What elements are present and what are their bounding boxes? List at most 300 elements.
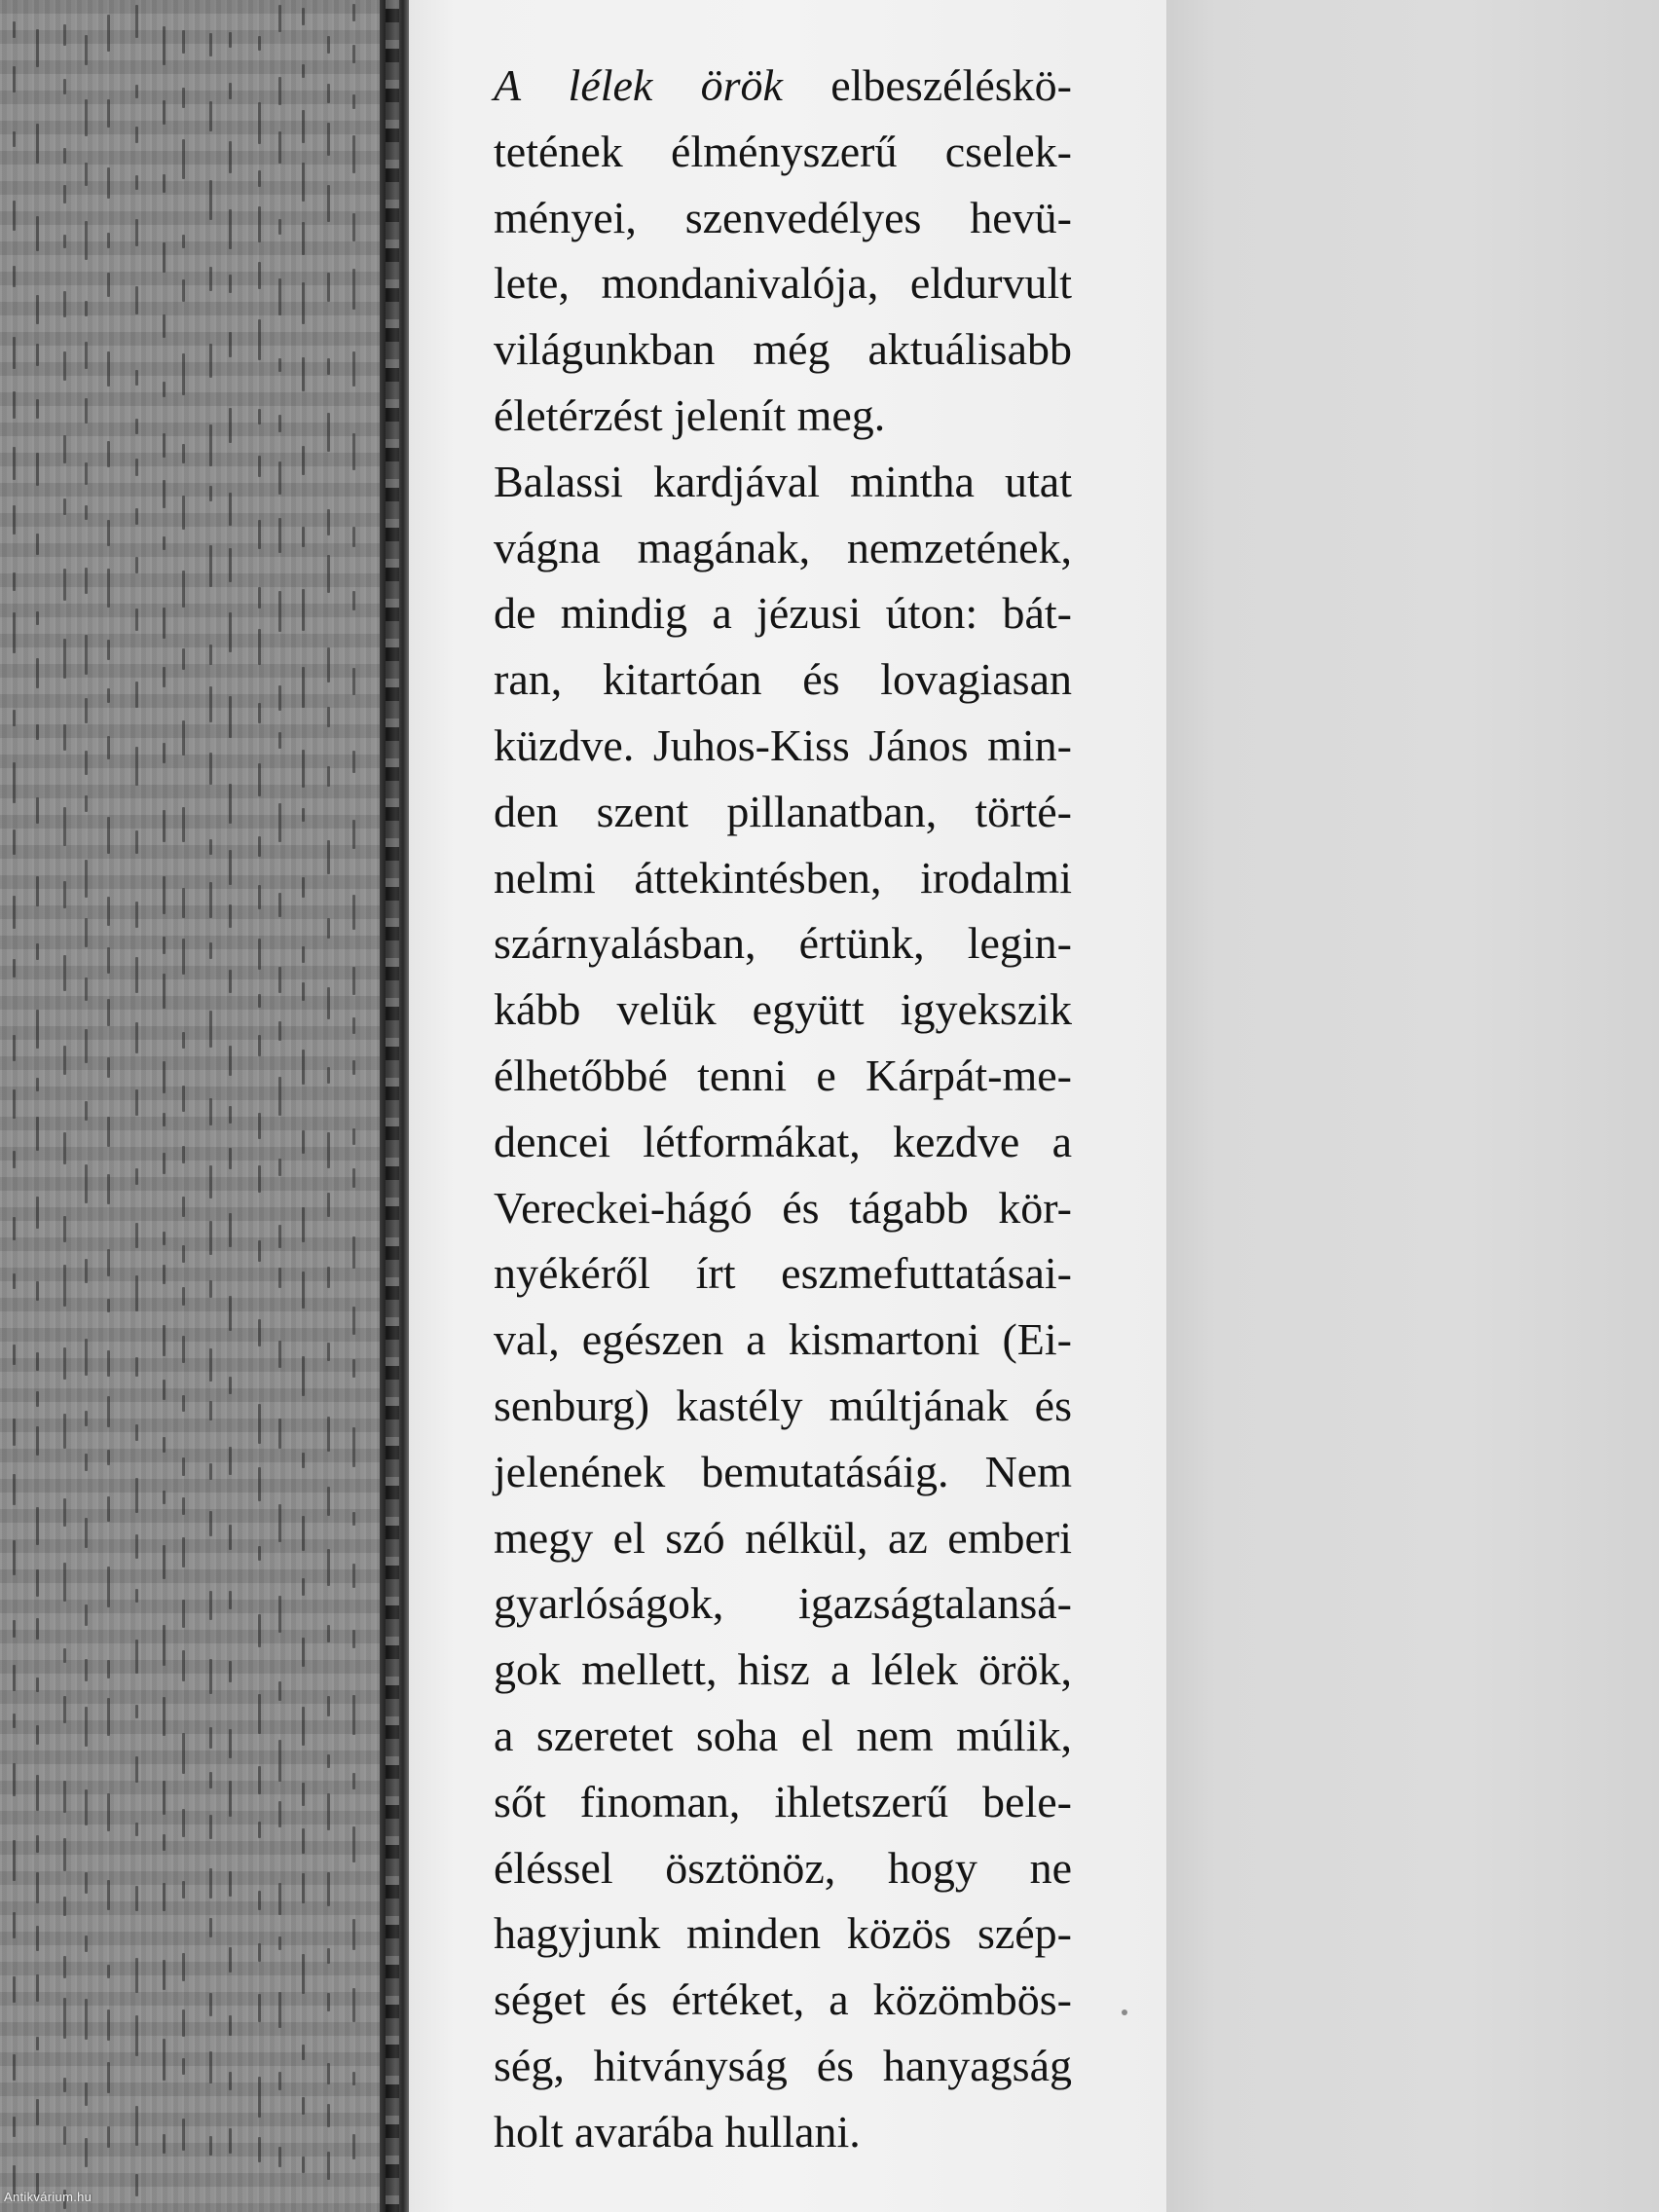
blurb-line: elbeszéléskö- bbox=[782, 60, 1072, 110]
wood-grain-mark bbox=[258, 1467, 261, 1501]
wood-grain-mark bbox=[135, 1275, 138, 1311]
wood-grain-mark bbox=[182, 279, 185, 302]
wood-grain-mark bbox=[107, 736, 110, 759]
wood-grain-mark bbox=[63, 807, 66, 846]
wood-grain-mark bbox=[163, 2134, 166, 2154]
wood-grain-mark bbox=[302, 8, 305, 25]
wood-grain-mark bbox=[327, 1793, 330, 1830]
wood-grain-mark bbox=[278, 518, 281, 553]
wood-grain-mark bbox=[63, 24, 66, 46]
wood-grain-mark bbox=[302, 982, 305, 1001]
wood-grain-mark bbox=[302, 1873, 305, 1903]
wood-grain-mark bbox=[107, 1174, 110, 1204]
wood-grain-mark bbox=[63, 1781, 66, 1813]
wood-grain-mark bbox=[258, 629, 261, 665]
wood-grain-mark bbox=[278, 1225, 281, 1248]
wood-grain-mark bbox=[229, 493, 232, 526]
wood-grain-mark bbox=[352, 1826, 355, 1862]
wood-grain-mark bbox=[352, 1359, 355, 1378]
wood-grain-mark bbox=[63, 724, 66, 751]
wood-grain-mark bbox=[182, 353, 185, 395]
wood-grain-mark bbox=[135, 608, 138, 631]
wood-grain-mark bbox=[302, 1130, 305, 1154]
wood-grain-mark bbox=[163, 314, 166, 338]
wood-grain-mark bbox=[163, 382, 166, 397]
wood-grain-mark bbox=[13, 1763, 16, 1796]
wood-grain-mark bbox=[85, 1454, 88, 1471]
wood-grain-mark bbox=[36, 1926, 39, 1951]
wood-grain-mark bbox=[163, 1113, 166, 1126]
wood-grain-mark bbox=[85, 1604, 88, 1626]
wood-grain-mark bbox=[135, 2015, 138, 2056]
wood-grain-mark bbox=[258, 1943, 261, 1962]
wood-grain-mark bbox=[135, 747, 138, 786]
wood-grain-mark bbox=[229, 1148, 232, 1169]
wood-grain-mark bbox=[182, 571, 185, 608]
wood-grain-mark bbox=[107, 2062, 110, 2093]
wood-grain-mark bbox=[278, 1801, 281, 1827]
wood-grain-mark bbox=[63, 2078, 66, 2092]
wood-grain-mark bbox=[36, 1835, 39, 1853]
wood-grain-mark bbox=[163, 1834, 166, 1851]
wood-grain-mark bbox=[163, 1545, 166, 1579]
watermark: Antikvárium.hu bbox=[4, 2190, 92, 2204]
wood-grain-mark bbox=[278, 1681, 281, 1701]
wood-grain-mark bbox=[302, 1707, 305, 1746]
wood-grain-mark bbox=[327, 918, 330, 939]
wood-grain-mark bbox=[258, 2137, 261, 2162]
blurb-line: den szent pillanatban, törté- bbox=[494, 786, 1072, 836]
wood-grain-mark bbox=[107, 1249, 110, 1276]
wood-grain-mark bbox=[182, 2009, 185, 2037]
wood-grain-mark bbox=[163, 1883, 166, 1911]
wood-grain-mark bbox=[107, 1698, 110, 1736]
wood-grain-mark bbox=[327, 647, 330, 682]
wood-grain-mark bbox=[302, 1516, 305, 1551]
wood-grain-mark bbox=[302, 64, 305, 78]
wood-grain-mark bbox=[135, 1756, 138, 1783]
wood-grain-mark bbox=[85, 1707, 88, 1747]
wood-grain-mark bbox=[229, 904, 232, 928]
wood-grain-mark bbox=[209, 180, 212, 220]
wood-grain-mark bbox=[182, 720, 185, 756]
wood-grain-mark bbox=[209, 267, 212, 291]
wood-grain-mark bbox=[352, 1427, 355, 1467]
wood-grain-mark bbox=[182, 2119, 185, 2151]
blurb-line: kább velük együtt igyekszik bbox=[494, 984, 1072, 1035]
wood-grain-mark bbox=[352, 1512, 355, 1526]
wood-grain-mark bbox=[278, 358, 281, 372]
wood-grain-mark bbox=[107, 2126, 110, 2148]
book-title: A lélek örök bbox=[494, 60, 783, 110]
wood-grain-mark bbox=[302, 446, 305, 475]
wood-grain-mark bbox=[182, 1287, 185, 1306]
wood-grain-mark bbox=[13, 337, 16, 369]
wood-grain-mark bbox=[85, 1411, 88, 1426]
wood-grain-mark bbox=[302, 1453, 305, 1468]
wood-grain-mark bbox=[229, 1377, 232, 1394]
wood-grain-mark bbox=[352, 591, 355, 610]
wood-grain-mark bbox=[135, 370, 138, 386]
wood-grain-mark bbox=[63, 1956, 66, 1978]
wood-grain-mark bbox=[135, 682, 138, 708]
wood-grain-mark bbox=[209, 686, 212, 722]
wood-grain-mark bbox=[85, 1872, 88, 1894]
wood-grain-mark bbox=[209, 1772, 212, 1788]
wood-grain-mark bbox=[36, 1281, 39, 1301]
blurb-line: élhetőbbé tenni e Kárpát-me- bbox=[494, 1050, 1072, 1100]
wood-grain-mark bbox=[229, 332, 232, 357]
wood-grain-mark bbox=[163, 1625, 166, 1666]
wood-grain-mark bbox=[63, 185, 66, 203]
wood-grain-mark bbox=[13, 1217, 16, 1240]
wood-grain-mark bbox=[163, 608, 166, 639]
wood-grain-mark bbox=[182, 1600, 185, 1628]
wood-grain-mark bbox=[13, 505, 16, 535]
wood-grain-mark bbox=[352, 1919, 355, 1950]
wood-grain-mark bbox=[13, 391, 16, 419]
wood-grain-mark bbox=[13, 1151, 16, 1168]
wood-grain-mark bbox=[63, 1897, 66, 1916]
wood-grain-mark bbox=[163, 100, 166, 125]
wood-grain-mark bbox=[258, 836, 261, 857]
wood-grain-mark bbox=[352, 94, 355, 109]
wood-grain-mark bbox=[278, 893, 281, 917]
wood-grain-mark bbox=[327, 1267, 330, 1288]
wood-grain-mark bbox=[135, 1424, 138, 1441]
wood-grain-mark bbox=[229, 1046, 232, 1076]
wood-grain-mark bbox=[36, 344, 39, 366]
wood-grain-mark bbox=[327, 1193, 330, 1217]
wood-grain-mark bbox=[302, 1638, 305, 1667]
wood-grain-mark bbox=[36, 943, 39, 960]
wood-grain-mark bbox=[258, 885, 261, 909]
wood-grain-mark bbox=[209, 486, 212, 501]
wood-grain-mark bbox=[135, 175, 138, 190]
wood-grain-mark bbox=[258, 1035, 261, 1056]
wood-grain-mark bbox=[327, 1549, 330, 1586]
wood-grain-mark bbox=[107, 167, 110, 199]
wood-grain-mark bbox=[229, 1729, 232, 1758]
wood-grain-mark bbox=[302, 163, 305, 202]
wood-grain-mark bbox=[302, 667, 305, 708]
wood-grain-mark bbox=[36, 797, 39, 824]
wood-grain-mark bbox=[163, 1232, 166, 1245]
wood-grain-mark bbox=[85, 99, 88, 136]
wood-grain-mark bbox=[36, 1677, 39, 1692]
wood-grain-mark bbox=[36, 534, 39, 555]
wood-grain-mark bbox=[135, 1958, 138, 1993]
wood-grain-mark bbox=[135, 830, 138, 854]
wood-grain-mark bbox=[135, 1886, 138, 1911]
wood-grain-mark bbox=[85, 1659, 88, 1681]
wood-grain-mark bbox=[209, 1221, 212, 1255]
wood-grain-mark bbox=[85, 795, 88, 812]
wood-grain-mark bbox=[163, 743, 166, 763]
wood-grain-mark bbox=[85, 1101, 88, 1121]
wood-grain-mark bbox=[209, 344, 212, 378]
wood-grain-mark bbox=[13, 1665, 16, 1691]
wood-grain-mark bbox=[63, 1648, 66, 1663]
wood-grain-mark bbox=[302, 357, 305, 391]
wood-grain-mark bbox=[327, 1417, 330, 1452]
wood-grain-mark bbox=[302, 750, 305, 788]
wood-grain-mark bbox=[163, 2039, 166, 2081]
wood-grain-mark bbox=[36, 1974, 39, 2002]
wood-grain-mark bbox=[63, 1838, 66, 1871]
wood-grain-mark bbox=[63, 351, 66, 381]
blurb-line: val, egészen a kismartoni (Ei- bbox=[494, 1314, 1072, 1365]
wood-grain-mark bbox=[352, 269, 355, 310]
wood-grain-mark bbox=[327, 2152, 330, 2180]
book-back-page bbox=[1166, 0, 1659, 2212]
wood-grain-mark bbox=[163, 536, 166, 550]
wood-grain-mark bbox=[63, 1998, 66, 2039]
wood-grain-mark bbox=[107, 897, 110, 926]
wood-grain-mark bbox=[209, 1993, 212, 2016]
wood-grain-mark bbox=[352, 895, 355, 930]
wood-grain-mark bbox=[278, 1077, 281, 1116]
wood-grain-mark bbox=[13, 710, 16, 726]
wood-grain-mark bbox=[278, 131, 281, 164]
wood-grain-mark bbox=[327, 1132, 330, 1168]
wood-grain-mark bbox=[258, 1319, 261, 1346]
wood-grain-mark bbox=[163, 480, 166, 508]
wood-grain-mark bbox=[85, 1936, 88, 1952]
wooden-background bbox=[0, 0, 387, 2212]
wood-grain-mark bbox=[163, 1153, 166, 1174]
wood-grain-mark bbox=[13, 1620, 16, 1638]
blurb-line: ményei, szenvedélyes hevü- bbox=[494, 192, 1072, 242]
wood-grain-mark bbox=[85, 698, 88, 723]
wood-grain-mark bbox=[182, 1032, 185, 1049]
wood-grain-mark bbox=[13, 959, 16, 977]
wood-grain-mark bbox=[107, 441, 110, 467]
wood-grain-mark bbox=[229, 141, 232, 173]
wood-grain-mark bbox=[327, 413, 330, 452]
wood-grain-mark bbox=[352, 213, 355, 241]
wood-grain-mark bbox=[229, 209, 232, 249]
wood-grain-mark bbox=[327, 509, 330, 535]
wood-grain-mark bbox=[278, 732, 281, 749]
wood-grain-mark bbox=[327, 1993, 330, 2011]
wood-grain-mark bbox=[163, 937, 166, 954]
wood-grain-mark bbox=[352, 820, 355, 849]
wood-grain-mark bbox=[229, 1591, 232, 1609]
wood-grain-mark bbox=[327, 36, 330, 54]
wood-grain-mark bbox=[352, 1128, 355, 1145]
wood-grain-mark bbox=[85, 1999, 88, 2040]
wood-grain-mark bbox=[13, 1035, 16, 1061]
wood-grain-mark bbox=[229, 784, 232, 824]
wood-grain-mark bbox=[327, 273, 330, 302]
wood-grain-mark bbox=[182, 648, 185, 670]
wood-grain-mark bbox=[278, 415, 281, 432]
wood-grain-mark bbox=[182, 1197, 185, 1217]
wood-grain-mark bbox=[209, 1463, 212, 1480]
wood-grain-mark bbox=[36, 1078, 39, 1091]
wood-grain-mark bbox=[352, 527, 355, 547]
wood-grain-mark bbox=[327, 1872, 330, 1906]
wood-grain-mark bbox=[135, 557, 138, 573]
blurb-line: senburg) kastély múltjának és bbox=[494, 1380, 1072, 1430]
wood-grain-mark bbox=[302, 2157, 305, 2173]
wood-grain-mark bbox=[163, 974, 166, 1009]
wood-grain-mark bbox=[209, 1280, 212, 1298]
wood-grain-mark bbox=[107, 569, 110, 608]
blurb-line: éléssel ösztönöz, hogy ne bbox=[494, 1842, 1072, 1893]
wood-grain-mark bbox=[209, 1511, 212, 1536]
wood-grain-mark bbox=[85, 398, 88, 424]
wood-grain-mark bbox=[13, 1345, 16, 1365]
wood-grain-mark bbox=[209, 882, 212, 918]
wood-grain-mark bbox=[13, 1714, 16, 1728]
wood-grain-mark bbox=[107, 1660, 110, 1678]
wood-grain-mark bbox=[258, 206, 261, 242]
wood-grain-mark bbox=[229, 548, 232, 582]
blurb-line: jelenének bemutatásáig. Nem bbox=[494, 1446, 1072, 1496]
wood-grain-mark bbox=[63, 1132, 66, 1164]
wood-grain-mark bbox=[229, 1661, 232, 1682]
wood-grain-mark bbox=[135, 902, 138, 928]
wood-grain-mark bbox=[36, 1872, 39, 1903]
wood-grain-mark bbox=[352, 433, 355, 470]
wood-grain-mark bbox=[85, 505, 88, 520]
wood-grain-mark bbox=[209, 33, 212, 56]
wood-grain-mark bbox=[258, 1113, 261, 1139]
wood-grain-mark bbox=[107, 351, 110, 387]
wood-grain-mark bbox=[258, 1614, 261, 1647]
wood-grain-mark bbox=[182, 1953, 185, 1981]
wood-grain-mark bbox=[107, 273, 110, 297]
wood-grain-mark bbox=[278, 1159, 281, 1176]
wood-grain-mark bbox=[135, 1223, 138, 1248]
wood-grain-mark bbox=[258, 319, 261, 360]
wood-grain-mark bbox=[182, 1537, 185, 1567]
wood-grain-mark bbox=[107, 640, 110, 660]
wood-grain-mark bbox=[327, 555, 330, 593]
wood-grain-mark bbox=[352, 1017, 355, 1034]
wood-grain-mark bbox=[85, 1029, 88, 1063]
wood-grain-mark bbox=[13, 1419, 16, 1446]
wood-grain-mark bbox=[36, 724, 39, 740]
wood-grain-mark bbox=[327, 358, 330, 375]
wood-grain-mark bbox=[278, 1268, 281, 1288]
wood-grain-mark bbox=[63, 569, 66, 601]
wood-grain-mark bbox=[258, 587, 261, 608]
wood-grain-mark bbox=[209, 1011, 212, 1048]
wood-grain-mark bbox=[85, 1259, 88, 1283]
wood-grain-mark bbox=[13, 896, 16, 929]
blurb-line: de mindig a jézusi úton: bát- bbox=[494, 588, 1072, 639]
wood-grain-mark bbox=[278, 803, 281, 842]
wood-grain-mark bbox=[302, 282, 305, 324]
wood-grain-mark bbox=[278, 77, 281, 105]
wood-grain-mark bbox=[278, 2072, 281, 2090]
blurb-line: megy el szó nélkül, az emberi bbox=[494, 1512, 1072, 1563]
wood-grain-mark bbox=[36, 2099, 39, 2125]
wood-grain-mark bbox=[107, 1396, 110, 1427]
wood-grain-mark bbox=[278, 967, 281, 993]
wood-grain-mark bbox=[63, 1046, 66, 1075]
book-spine-edge bbox=[380, 0, 409, 2212]
wood-grain-mark bbox=[107, 1350, 110, 1377]
wood-grain-mark bbox=[278, 461, 281, 495]
wood-grain-mark bbox=[278, 1504, 281, 1542]
wood-grain-mark bbox=[302, 1783, 305, 1806]
wood-grain-mark bbox=[352, 1168, 355, 1188]
wood-grain-mark bbox=[352, 967, 355, 995]
wood-grain-mark bbox=[182, 1245, 185, 1263]
wood-grain-mark bbox=[302, 2045, 305, 2060]
wood-grain-mark bbox=[163, 1697, 166, 1736]
wood-grain-mark bbox=[13, 2117, 16, 2137]
wood-grain-mark bbox=[229, 850, 232, 885]
wood-grain-mark bbox=[36, 1352, 39, 1371]
blurb-line: ség, hitványság és hanyagság bbox=[494, 2040, 1072, 2090]
wood-grain-mark bbox=[352, 1236, 355, 1269]
wood-grain-mark bbox=[36, 1197, 39, 1229]
wood-grain-mark bbox=[352, 751, 355, 773]
wood-grain-mark bbox=[302, 110, 305, 143]
wood-grain-mark bbox=[258, 262, 261, 289]
wood-grain-mark bbox=[302, 1954, 305, 1994]
wood-grain-mark bbox=[107, 99, 110, 128]
wood-grain-mark bbox=[182, 939, 185, 975]
wood-grain-mark bbox=[85, 1339, 88, 1376]
wood-grain-mark bbox=[107, 1496, 110, 1522]
wood-grain-mark bbox=[63, 235, 66, 248]
wood-grain-mark bbox=[327, 1487, 330, 1516]
wood-grain-mark bbox=[107, 2009, 110, 2041]
wood-grain-mark bbox=[85, 977, 88, 1001]
wood-grain-mark bbox=[278, 685, 281, 711]
wood-grain-mark bbox=[36, 29, 39, 67]
wood-grain-mark bbox=[63, 1563, 66, 1602]
blurb-line: dencei létformákat, kezdve a bbox=[494, 1116, 1072, 1166]
wood-grain-mark bbox=[135, 1089, 138, 1116]
wood-grain-mark bbox=[135, 1022, 138, 1053]
wood-grain-mark bbox=[107, 1880, 110, 1910]
wood-grain-mark bbox=[258, 102, 261, 144]
wood-grain-mark bbox=[182, 496, 185, 530]
wood-grain-mark bbox=[163, 876, 166, 914]
wood-grain-mark bbox=[135, 219, 138, 246]
wood-grain-mark bbox=[182, 888, 185, 918]
wood-grain-mark bbox=[163, 1265, 166, 1284]
wood-grain-mark bbox=[229, 2072, 232, 2090]
wood-grain-mark bbox=[229, 1781, 232, 1817]
wood-grain-mark bbox=[182, 1650, 185, 1681]
wood-grain-mark bbox=[107, 688, 110, 703]
wood-grain-mark bbox=[135, 2106, 138, 2146]
wood-grain-mark bbox=[13, 612, 16, 653]
wood-grain-mark bbox=[63, 2126, 66, 2145]
wood-grain-mark bbox=[182, 1395, 185, 1412]
wood-grain-mark bbox=[258, 939, 261, 970]
wood-grain-mark bbox=[229, 2128, 232, 2154]
blurb-line: séget és értéket, a közömbös- bbox=[494, 1974, 1072, 2025]
blurb-line: szárnyalásban, értünk, legin- bbox=[494, 918, 1072, 969]
wood-grain-mark bbox=[302, 1050, 305, 1085]
wood-grain-mark bbox=[107, 233, 110, 248]
wood-grain-mark bbox=[258, 456, 261, 477]
blurb-line: ran, kitartóan és lovagiasan bbox=[494, 654, 1072, 705]
wood-grain-mark bbox=[13, 1912, 16, 1938]
wood-grain-mark bbox=[13, 21, 16, 38]
wood-grain-mark bbox=[85, 301, 88, 316]
wood-grain-mark bbox=[135, 1534, 138, 1559]
